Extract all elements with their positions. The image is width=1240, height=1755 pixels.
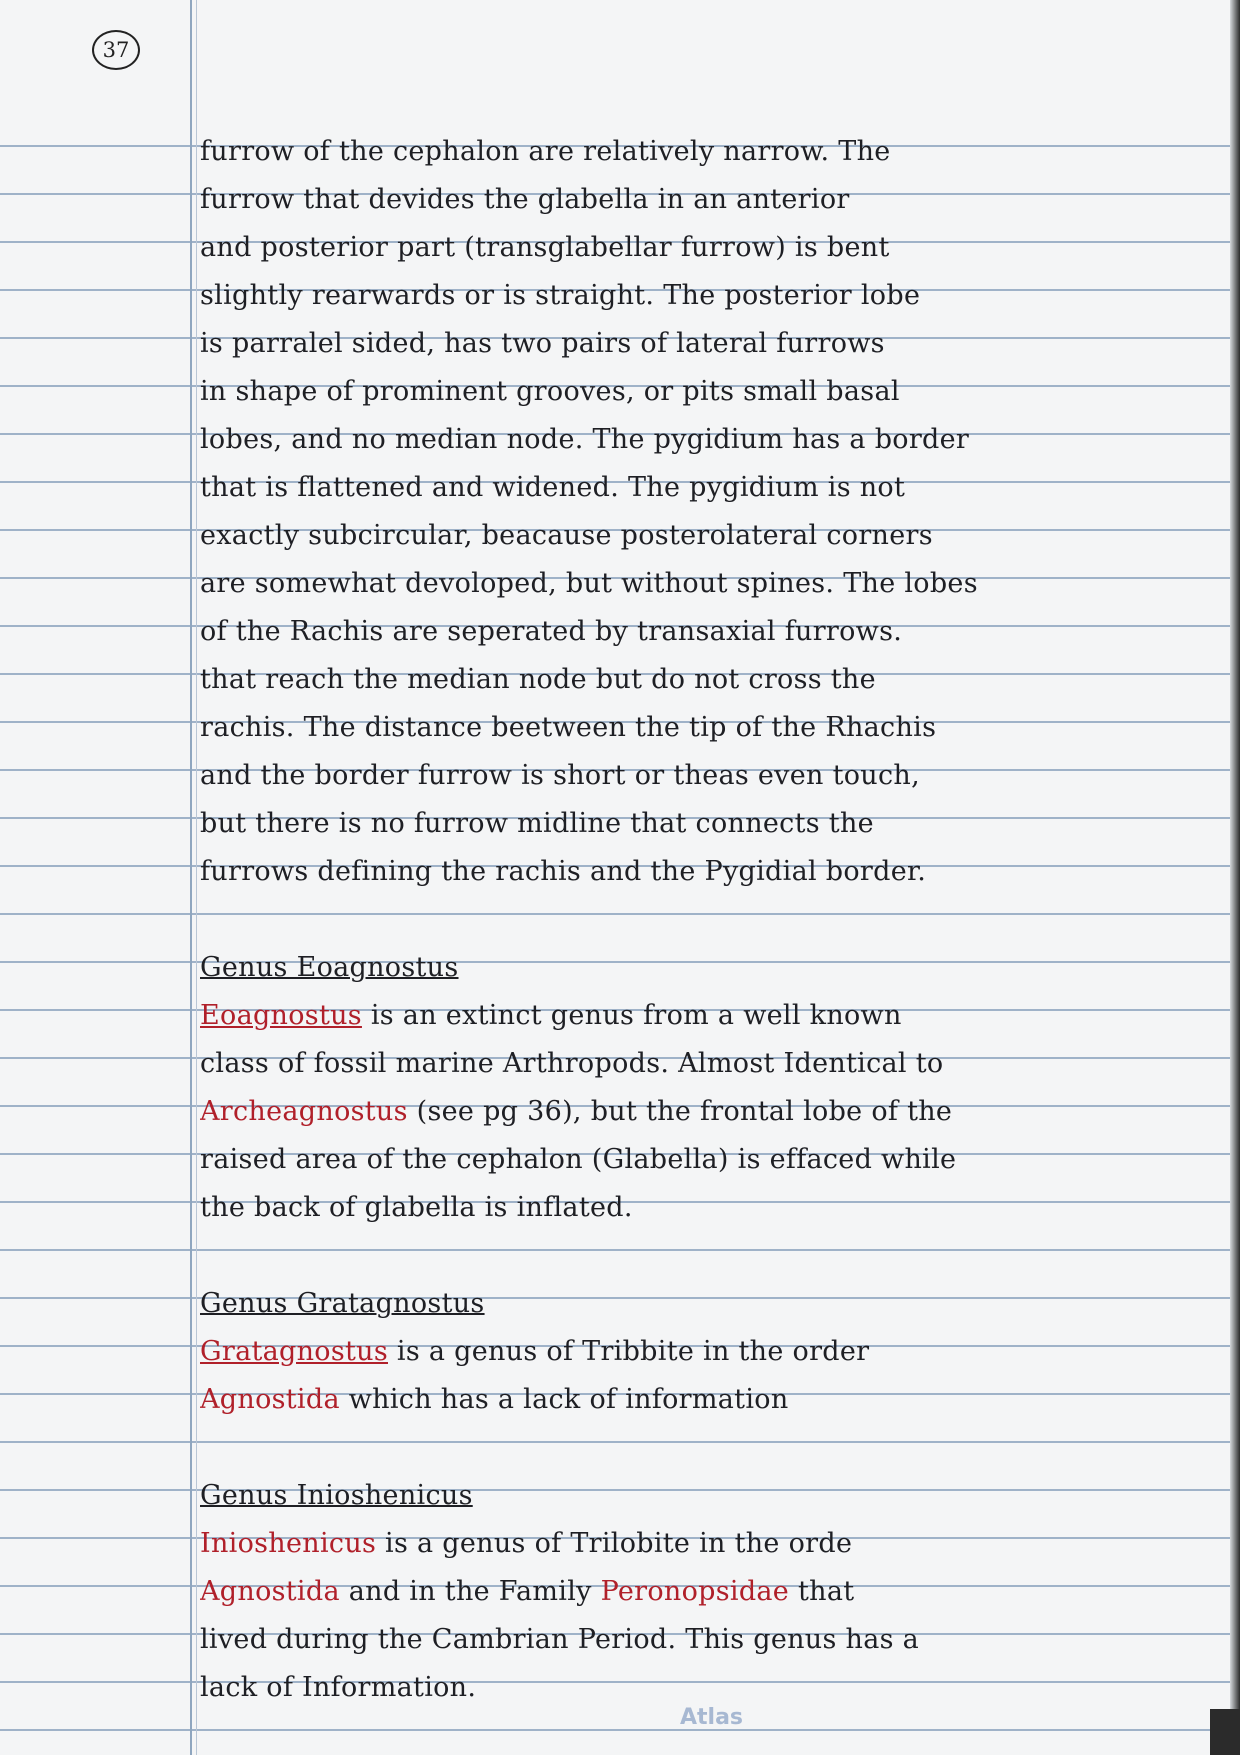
text-line: furrows defining the rachis and the Pygidial border. xyxy=(200,856,927,887)
heading-eoagnostus-text: Genus Eoagnostus xyxy=(200,952,459,983)
margin-line xyxy=(190,0,192,1755)
text-line: slightly rearwards or is straight. The posterior lobe xyxy=(200,280,921,311)
page-header-area xyxy=(0,0,1240,112)
text-line: furrow that devides the glabella in an anterior xyxy=(200,184,850,215)
genus-name: Archeagnostus xyxy=(200,1096,408,1127)
text-line: but there is no furrow midline that connects the xyxy=(200,808,874,839)
page-number: 37 xyxy=(92,30,140,70)
order-name: Agnostida xyxy=(200,1576,340,1607)
heading-inioshenicus-text: Genus Inioshenicus xyxy=(200,1480,473,1511)
page-edge-shadow xyxy=(1230,0,1240,1755)
text-line: the back of glabella is inflated. xyxy=(200,1192,633,1223)
family-name: Peronopsidae xyxy=(600,1576,790,1607)
text-line: raised area of the cephalon (Glabella) is effaced while xyxy=(200,1144,957,1175)
text-line xyxy=(200,1376,1200,1424)
text-line xyxy=(200,992,1200,1040)
text-span: that xyxy=(789,1576,855,1607)
text-span: is an extinct genus from a well known xyxy=(361,1000,902,1031)
text-line xyxy=(200,1328,1200,1376)
text-line: furrow of the cephalon are relatively narrow. The xyxy=(200,136,891,167)
text-line xyxy=(200,1568,1200,1616)
text-line: that is flattened and widened. The pygidium is not xyxy=(200,472,906,503)
text-line: lack of Information. xyxy=(200,1672,477,1703)
page-corner-shadow xyxy=(1210,1709,1240,1755)
genus-name: Inioshenicus xyxy=(200,1528,377,1559)
blank-line xyxy=(200,1424,1200,1472)
heading-gratagnostus-text: Genus Gratagnostus xyxy=(200,1288,485,1319)
text-span: which has a lack of information xyxy=(339,1384,789,1415)
handwritten-notes xyxy=(200,128,1200,1712)
text-line: lobes, and no median node. The pygidium has a border xyxy=(200,424,970,455)
text-line xyxy=(200,1520,1200,1568)
text-line: in shape of prominent grooves, or pits small basal xyxy=(200,376,900,407)
heading-eoagnostus xyxy=(200,944,1200,992)
text-line: exactly subcircular, beacause posterolateral corners xyxy=(200,520,933,551)
text-line: is parralel sided, has two pairs of lateral furrows xyxy=(200,328,885,359)
text-line: and posterior part (transglabellar furrow) is bent xyxy=(200,232,890,263)
text-span: is a genus of Tribbite in the order xyxy=(388,1336,870,1367)
blank-line xyxy=(200,1232,1200,1280)
heading-inioshenicus xyxy=(200,1472,1200,1520)
text-span: is a genus of Trilobite in the orde xyxy=(376,1528,853,1559)
text-line: and the border furrow is short or theas even touch, xyxy=(200,760,920,791)
text-line: that reach the median node but do not cross the xyxy=(200,664,876,695)
heading-gratagnostus xyxy=(200,1280,1200,1328)
text-line: class of fossil marine Arthropods. Almost Identical to xyxy=(200,1048,944,1079)
genus-name: Gratagnostus xyxy=(200,1336,388,1367)
order-name: Agnostida xyxy=(200,1384,340,1415)
text-line: are somewhat devoloped, but without spines. The lobes xyxy=(200,568,978,599)
text-line: of the Rachis are seperated by transaxial furrows. xyxy=(200,616,903,647)
atlas-watermark: Atlas xyxy=(680,1705,744,1730)
margin-line-secondary xyxy=(196,0,197,1755)
blank-line xyxy=(200,896,1200,944)
text-line xyxy=(200,1088,1200,1136)
text-line: lived during the Cambrian Period. This genus has a xyxy=(200,1624,920,1655)
genus-name: Eoagnostus xyxy=(200,1000,362,1031)
text-span: and in the Family xyxy=(339,1576,601,1607)
text-span: (see pg 36), but the frontal lobe of the xyxy=(407,1096,953,1127)
text-line: rachis. The distance beetween the tip of the Rhachis xyxy=(200,712,937,743)
